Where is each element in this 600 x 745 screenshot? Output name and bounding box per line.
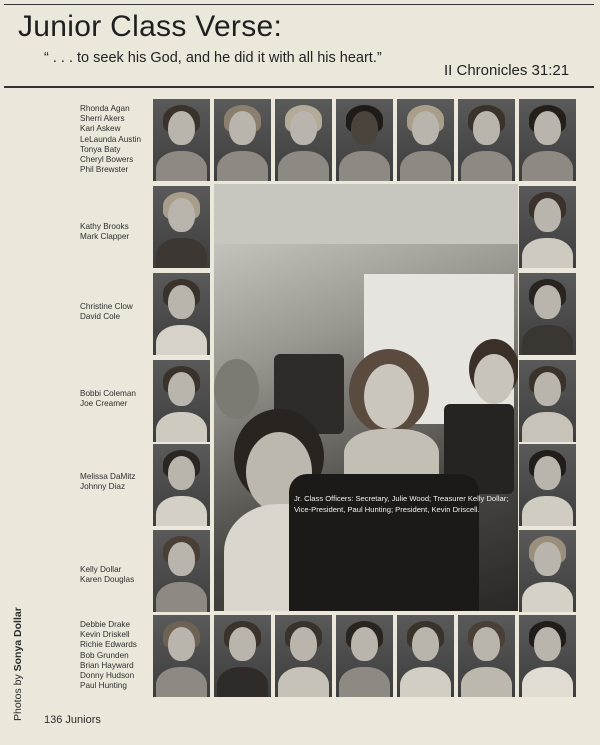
student-portrait (519, 99, 576, 181)
student-portrait (153, 186, 210, 268)
student-portrait (153, 444, 210, 526)
student-portrait (153, 615, 210, 697)
student-name: Karen Douglas (80, 575, 135, 585)
student-name: Kari Askew (80, 124, 121, 134)
student-name: Johnny Diaz (80, 482, 126, 492)
verse-reference: II Chronicles 31:21 (444, 62, 570, 79)
student-portrait (214, 615, 271, 697)
student-name: Brian Hayward (80, 660, 134, 670)
student-name: Melissa DaMitz (80, 472, 136, 481)
class-officers-photo (214, 184, 518, 611)
student-name: Kathy Brooks (80, 222, 129, 231)
verse-text: “ . . . to seek his God, and he did it with all his heart.” (44, 50, 382, 66)
page-title: Junior Class Verse: (18, 10, 283, 43)
header-rule (4, 86, 594, 88)
student-portrait (153, 99, 210, 181)
student-portrait (519, 273, 576, 355)
name-list-row-3 (80, 302, 133, 322)
student-name: Donny Hudson (80, 671, 135, 681)
student-name: Mark Clapper (80, 232, 130, 242)
student-portrait (519, 360, 576, 442)
student-name: David Cole (80, 312, 121, 322)
photo-credit-name: Sonya Dollar (12, 607, 24, 672)
student-name: Bob Grunden (80, 650, 129, 660)
student-name: Tonya Baty (80, 144, 121, 154)
student-portrait (214, 99, 271, 181)
student-name: Rhonda Agan (80, 104, 130, 113)
officers-caption: Jr. Class Officers: Secretary, Julie Wood; Treasurer Kelly Dollar; Vice-President, Paul Hunting; President, Kevin Driscell. (294, 494, 509, 514)
student-name: Kelly Dollar (80, 565, 122, 574)
student-name: Paul Hunting (80, 681, 127, 691)
student-portrait (336, 99, 393, 181)
student-portrait (458, 615, 515, 697)
name-list-row-7 (80, 620, 137, 691)
top-rule (4, 4, 594, 5)
student-portrait (397, 615, 454, 697)
student-name: Cheryl Bowers (80, 155, 134, 165)
page-folio: 136 Juniors (44, 714, 101, 726)
student-name: Joe Creamer (80, 399, 128, 409)
student-name: Phil Brewster (80, 165, 129, 175)
photo-credit-prefix: Photos by (12, 674, 24, 721)
name-list-row-2 (80, 222, 129, 242)
student-name: Bobbi Coleman (80, 389, 136, 398)
student-portrait (336, 615, 393, 697)
student-portrait (519, 444, 576, 526)
student-portrait (519, 186, 576, 268)
name-list-row-4 (80, 389, 136, 409)
student-portrait (153, 273, 210, 355)
student-portrait (153, 360, 210, 442)
student-portrait (519, 615, 576, 697)
photo-credit (12, 601, 24, 721)
name-list-row-6 (80, 565, 134, 585)
student-portrait (275, 615, 332, 697)
student-portrait (397, 99, 454, 181)
student-name: Kevin Driskell (80, 630, 130, 640)
student-name: Debbie Drake (80, 620, 131, 629)
name-list-row-5 (80, 472, 136, 492)
student-name: Christine Clow (80, 302, 133, 311)
student-portrait (458, 99, 515, 181)
student-name: LeLaunda Austin (80, 134, 142, 144)
student-portrait (519, 530, 576, 612)
name-list-row-1 (80, 104, 141, 175)
student-portrait (153, 530, 210, 612)
student-name: Sherri Akers (80, 114, 125, 124)
student-name: Richie Edwards (80, 640, 137, 650)
student-portrait (275, 99, 332, 181)
